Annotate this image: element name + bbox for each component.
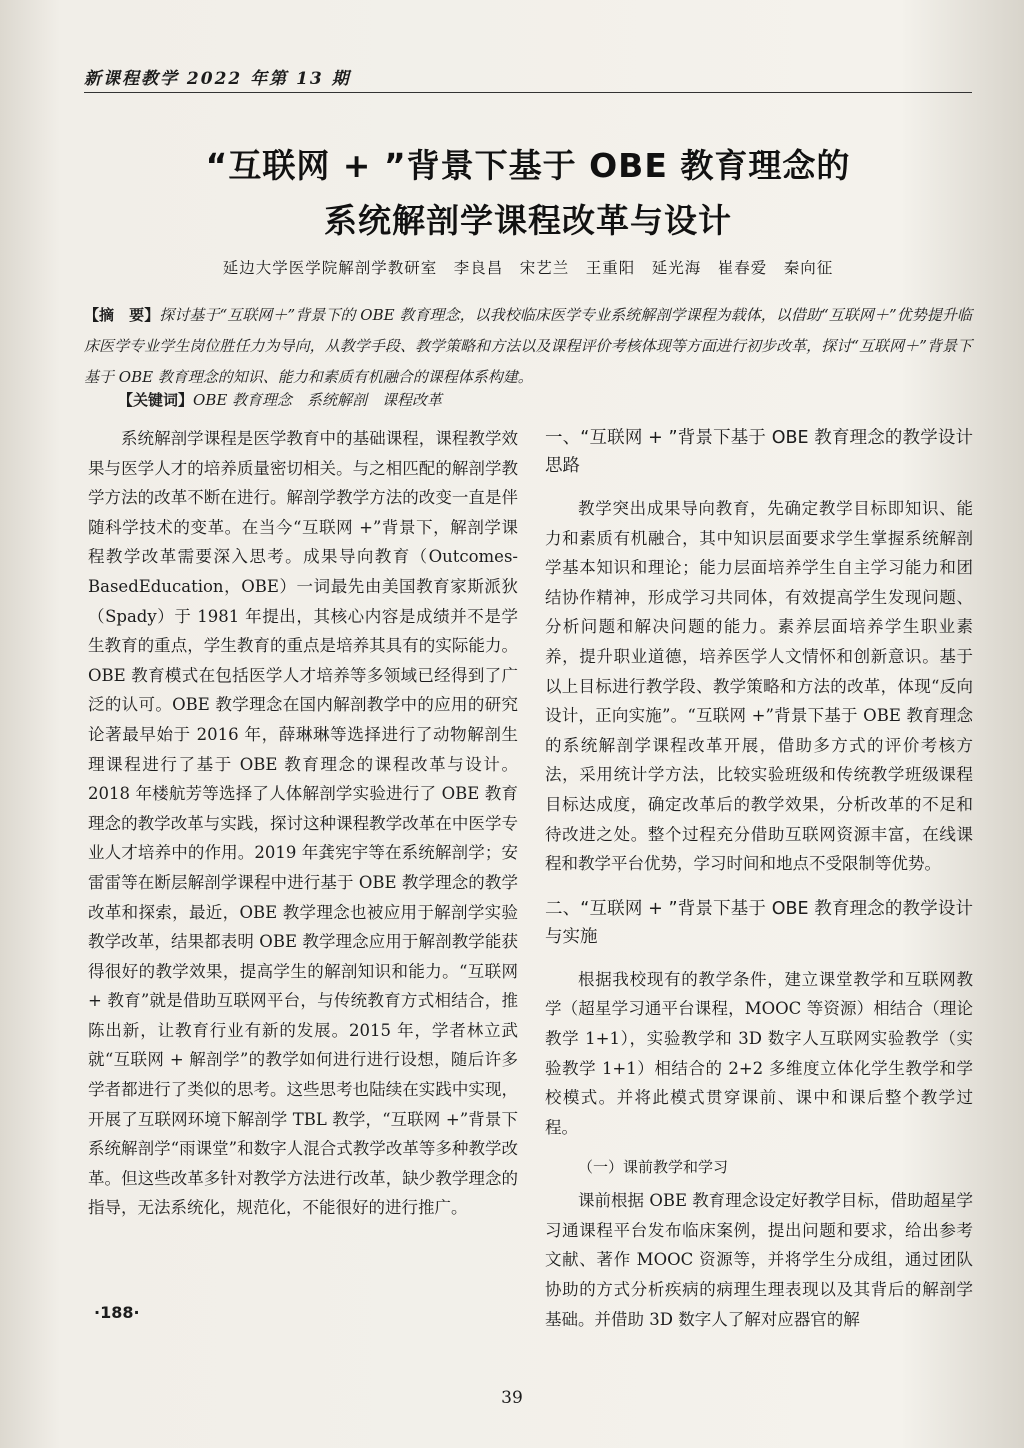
authors-affiliation: 延边大学医学院解剖学教研室 李良昌 宋艺兰 王重阳 延光海 崔春爱 秦向征	[222, 259, 834, 277]
section-heading-2: 二、“互联网 + ”背景下基于 OBE 教育理念的教学设计与实施	[545, 898, 973, 947]
abstract	[84, 300, 972, 393]
scan-page-number: 39	[501, 1388, 523, 1408]
keywords	[118, 389, 442, 410]
subsection-heading: （一）课前教学和学习	[578, 1158, 729, 1177]
section-heading-1: 一、“互联网 + ”背景下基于 OBE 教育理念的教学设计思路	[545, 428, 973, 476]
journal-header: 新课程教学 2022 年第 13 期	[84, 69, 351, 89]
left-column	[88, 424, 518, 1223]
subsection-paragraph: 课前根据 OBE 教育理念设定好教学目标，借助超星学习通课程平台发布临床案例，提出问题和要求，给出参考文献、著作 MOOC 资源等，并将学生分成组，通过团队协助的方式分析疾病的病理生理表现以及其背后的解剖学基础。并借助 3D 数字人了解对应器官的解	[545, 1191, 973, 1329]
abstract-label: 【摘 要】	[84, 306, 160, 324]
section-1-paragraph: 教学突出成果导向教育，先确定教学目标即知识、能力和素质有机融合，其中知识层面要求学生掌握系统解剖学基本知识和理论；能力层面培养学生自主学习能力和团结协作精神，形成学习共同体，有效提高学生发现问题、分析问题和解决问题的能力。素养层面培养学生职业素养，提升职业道德，培养医学人文情怀和创新意识。基于以上目标进行教学段、教学策略和方法的改革，体现“反向设计，正向实施”。“互联网 +”背景下基于 OBE 教育理念的系统解剖学课程改革开展，借助多方式的评价考核方法，采用统计学方法，比较实验班级和传统教学班级课程目标达成度，确定改革后的教学效果，分析改革的不足和待改进之处。整个过程充分借助互联网资源丰富，在线课程和教学平台优势，学习时间和地点不受限制等优势。	[545, 499, 973, 874]
right-column	[545, 424, 973, 1334]
article-title-line-2: 系统解剖学课程改革与设计	[324, 201, 732, 240]
keywords-label: 【关键词】	[118, 391, 194, 409]
abstract-text: 探讨基于“互联网＋”背景下的 OBE 教育理念，以我校临床医学专业系统解剖学课程为载体，以借助“互联网＋”优势提升临床医学专业学生岗位胜任力为导向，从教学手段、教学策略和方法以及课程评价考核体现等方面进行初步改革，探讨“互联网＋”背景下基于 OBE 教育理念的知识、能力和素质有机融合的课程体系构建。	[84, 306, 972, 386]
intro-paragraph: 系统解剖学课程是医学教育中的基础课程，课程教学效果与医学人才的培养质量密切相关。与之相匹配的解剖学教学方法的改革不断在进行。解剖学教学方法的改变一直是伴随科学技术的变革。在当今“互联网 +”背景下，解剖学课程教学改革需要深入思考。成果导向教育（Outcomes-BasedEducation，OBE）一词最先由美国教育家斯派狄（Spady）于 1981 年提出，其核心内容是成绩并不是学生教育的重点，学生教育的重点是培养其具有的实际能力。OBE 教育模式在包括医学人才培养等多领域已经得到了广泛的认可。OBE 教学理念在国内解剖教学中的应用的研究论著最早始于 2016 年，薛琳琳等选择进行了动物解剖生理课程进行了基于 OBE 教育理念的课程改革与设计。2018 年楼航芳等选择了人体解剖学实验进行了 OBE 教育理念的教学改革与实践，探讨这种课程教学改革在中医学专业人才培养中的作用。2019 年龚宪宇等在系统解剖学；安雷雷等在断层解剖学课程中进行基于 OBE 教学理念的教学改革和探索，最近，OBE 教学理念也被应用于解剖学实验教学改革，结果都表明 OBE 教学理念应用于解剖教学能获得很好的教学效果，提高学生的解剖知识和能力。“互联网 + 教育”就是借助互联网平台，与传统教育方式相结合，推陈出新，让教育行业有新的发展。2015 年，学者林立武就“互联网 + 解剖学”的教学如何进行进行设想，随后许多学者都进行了类似的思考。这些思考也陆续在实践中实现，开展了互联网环境下解剖学 TBL 教学，“互联网 +”背景下系统解剖学“雨课堂”和数字人混合式教学改革等多种教学改革。但这些改革多针对教学方法进行改革，缺少教学理念的指导，无法系统化，规范化，不能很好的进行推广。	[88, 429, 518, 1218]
header-rule	[84, 92, 972, 93]
page-number: ·188·	[94, 1303, 140, 1322]
section-2-paragraph: 根据我校现有的教学条件，建立课堂教学和互联网教学（超星学习通平台课程，MOOC 等资源）相结合（理论教学 1+1），实验教学和 3D 数字人互联网实验教学（实验教学 1+1）相结合的 2+2 多维度立体化学生教学和学校模式。并将此模式贯穿课前、课中和课后整个教学过程。	[545, 969, 973, 1137]
keywords-text: OBE 教育理念 系统解剖 课程改革	[193, 391, 443, 409]
article-title-line-1: “互联网 + ”背景下基于 OBE 教育理念的	[205, 146, 851, 185]
